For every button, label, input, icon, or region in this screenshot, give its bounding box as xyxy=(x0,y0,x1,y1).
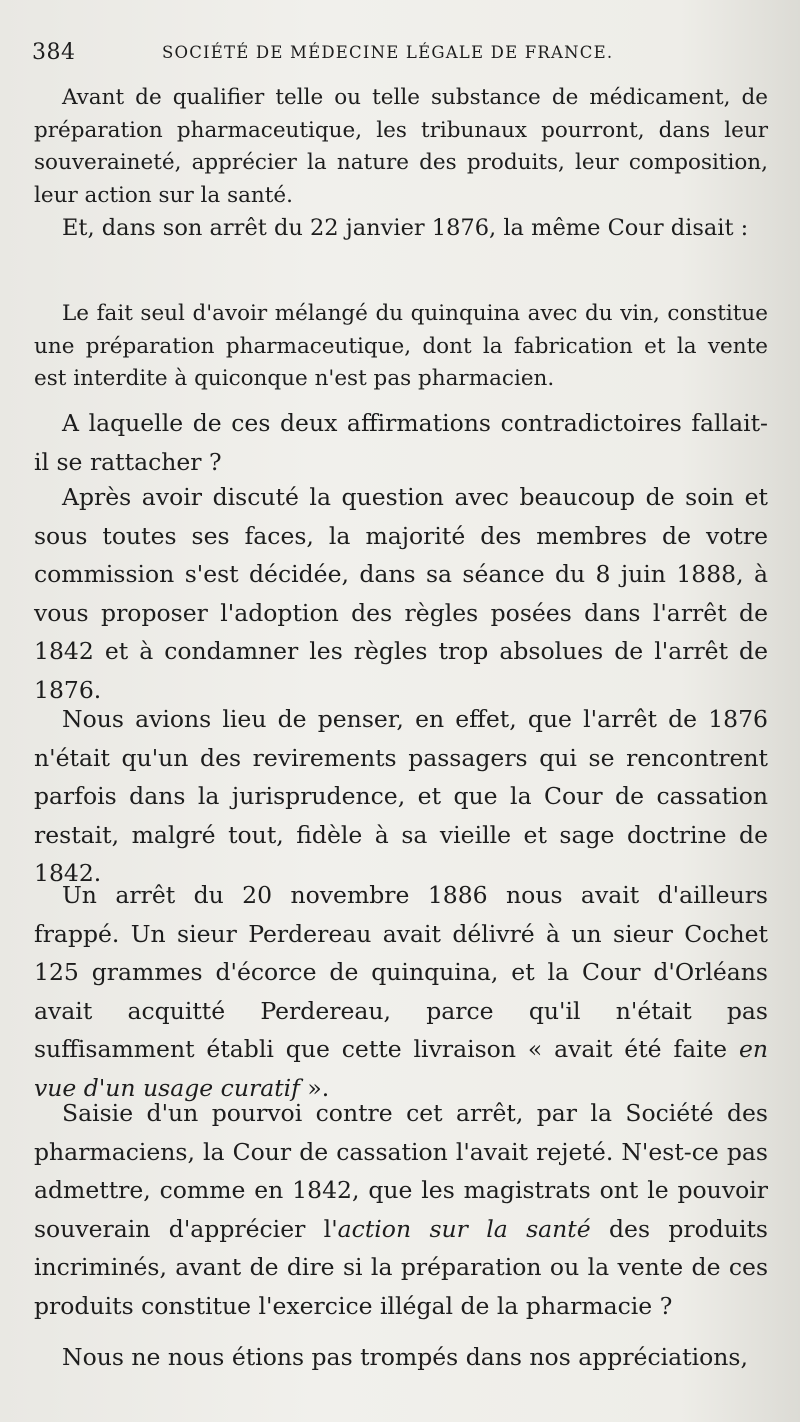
paragraph-text-roman: Saisie d'un pourvoi contre cet arrêt, par la Société des pharmaciens, la Cour de cassation l'avait rejeté. N'est-ce pas admettre, comme en 1842, que les magistrats ont le pouvoir souverain d'apprécier l' xyxy=(34,1099,768,1243)
paragraph-text: Nous avions lieu de penser, en effet, que l'arrêt de 1876 n'était qu'un des revirements passagers qui se rencontrent parfois dans la jurisprudence, et que la Cour de cassation restait, malgré tout, fidèle à sa vieille et sage doctrine de 1842. xyxy=(34,705,768,887)
paragraph-text: Le fait seul d'avoir mélangé du quinquina avec du vin, constitue une préparation pharmaceutique, dont la fabrication et la vente est interdite à quiconque n'est pas pharmacien. xyxy=(34,301,768,391)
paragraph-text: Avant de qualifier telle ou telle substance de médicament, de préparation pharmaceutique, les tribunaux pourront, dans leur souveraineté, apprécier la nature des produits, leur composition, leur action sur la santé. xyxy=(34,85,768,208)
paragraph-text-italic: action sur la santé xyxy=(337,1214,591,1243)
paragraph-text: Nous ne nous étions pas trompés dans nos appréciations, xyxy=(62,1343,748,1371)
running-title: SOCIÉTÉ DE MÉDECINE LÉGALE DE FRANCE. xyxy=(162,43,614,62)
paragraph-text-roman-end: des produits incriminés, avant de dire si la préparation ou la vente de ces produits constitue l'exercice illégal de la pharmacie ? xyxy=(34,1214,768,1320)
paragraph-7 xyxy=(34,876,768,1107)
paragraph-text xyxy=(34,1094,768,1325)
paragraph-text-roman: Un arrêt du 20 novembre 1886 nous avait d'ailleurs frappé. Un sieur Perdereau avait délivré à un sieur Cochet 125 grammes d'écorce de quinquina, et la Cour d'Orléans avait acquitté Perdereau, parce qu'il n'était pas suffisamment établi que cette livraison « avait été faite xyxy=(34,881,768,1063)
paragraph-4 xyxy=(34,404,768,481)
running-header xyxy=(32,40,752,70)
paragraph-1 xyxy=(34,82,768,212)
paragraph-text xyxy=(34,876,768,1107)
paragraph-text-italic: en vue d'un usage curatif xyxy=(34,1035,768,1102)
paragraph-9 xyxy=(34,1338,768,1377)
paragraph-text-roman-end: ». xyxy=(299,1073,330,1102)
paragraph-6 xyxy=(34,700,768,893)
paragraph-5 xyxy=(34,478,768,709)
paragraph-text: Et, dans son arrêt du 22 janvier 1876, la même Cour disait : xyxy=(62,215,749,241)
page-number: 384 xyxy=(32,40,76,65)
paragraph-text: A laquelle de ces deux affirmations contradictoires fallait-il se rattacher ? xyxy=(34,409,768,476)
paragraph-text: Après avoir discuté la question avec beaucoup de soin et sous toutes ses faces, la majorité des membres de votre commission s'est décidée, dans sa séance du 8 juin 1888, à vous proposer l'adoption des règles posées dans l'arrêt de 1842 et à condamner les règles trop absolues de l'arrêt de 1876. xyxy=(34,483,768,704)
paragraph-8 xyxy=(34,1094,768,1325)
paragraph-3-quotation xyxy=(34,298,768,396)
paragraph-2 xyxy=(34,210,768,247)
